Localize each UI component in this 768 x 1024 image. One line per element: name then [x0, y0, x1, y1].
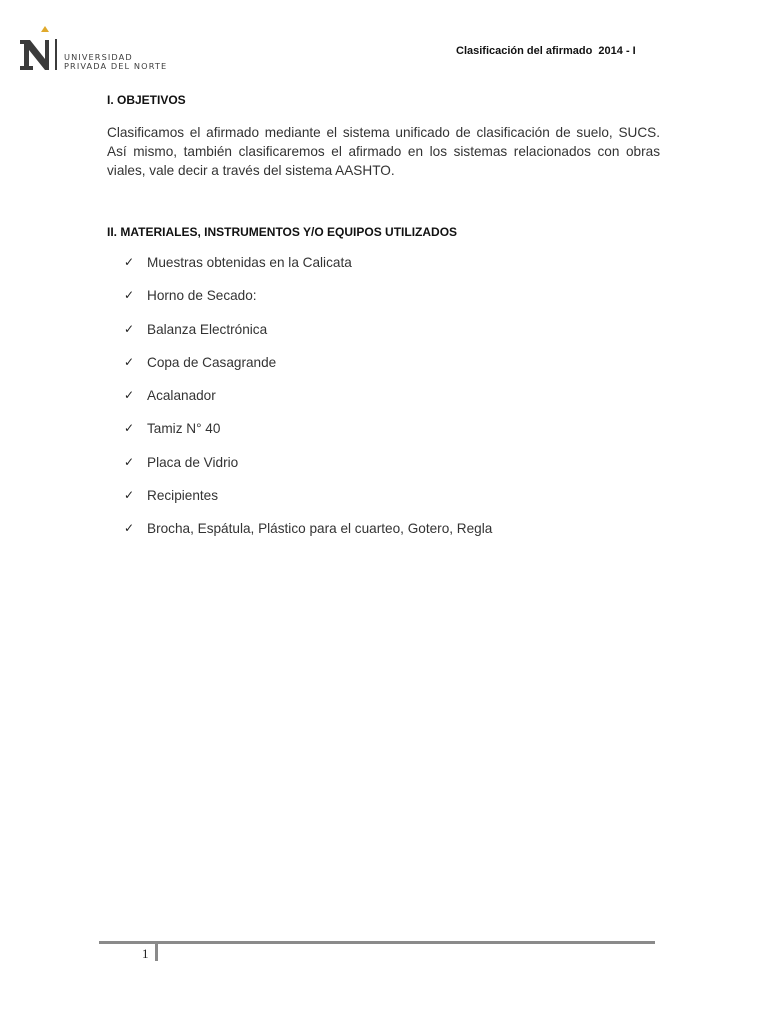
- page-number-bar: [155, 944, 158, 961]
- section-materiales-heading: II. MATERIALES, INSTRUMENTOS Y/O EQUIPOS UTILIZADOS: [107, 225, 458, 239]
- checkmark-icon: ✓: [124, 454, 135, 469]
- footer-rule: [99, 941, 655, 944]
- list-item-label: Tamiz N° 40: [147, 421, 221, 437]
- section-objetivos-heading: I. OBJETIVOS: [107, 93, 186, 107]
- checkmark-icon: ✓: [124, 488, 135, 503]
- list-item-label: Recipientes: [147, 488, 219, 504]
- list-item-label: Horno de Secado:: [147, 288, 257, 304]
- list-item: [124, 421, 492, 454]
- list-item: [124, 488, 492, 521]
- logo-line-2: PRIVADA DEL NORTE: [64, 60, 168, 71]
- list-item-label: Placa de Vidrio: [147, 454, 239, 470]
- checkmark-icon: ✓: [124, 321, 135, 336]
- list-item: [124, 355, 492, 388]
- list-item: [124, 521, 492, 554]
- list-item-label: Copa de Casagrande: [147, 354, 277, 370]
- logo-wordmark: [64, 53, 167, 70]
- list-item-label: Acalanador: [147, 388, 216, 404]
- objetivos-paragraph: Clasificamos el afirmado mediante el sistema unificado de clasificación de suelo, SUCS. Así mismo, también clasificaremos el afirmado en los sistemas relacionados con obras viales, vale decir a través del sistema AASHTO.: [107, 125, 660, 178]
- list-item: [124, 455, 492, 488]
- logo-line-1: UNIVERSIDAD: [64, 52, 133, 62]
- list-item-label: Muestras obtenidas en la Calicata: [147, 255, 352, 270]
- materials-list: [124, 255, 492, 555]
- list-item-label: Balanza Electrónica: [147, 321, 268, 337]
- list-item: [124, 388, 492, 421]
- checkmark-icon: ✓: [124, 388, 135, 403]
- university-logo: [18, 26, 198, 76]
- page-number: 1: [142, 946, 149, 961]
- checkmark-icon: ✓: [124, 354, 135, 369]
- checkmark-icon: ✓: [124, 421, 135, 436]
- list-item: [124, 288, 492, 321]
- checkmark-icon: ✓: [124, 255, 135, 269]
- checkmark-icon: ✓: [124, 288, 135, 303]
- list-item-label: Brocha, Espátula, Plástico para el cuarteo, Gotero, Regla: [147, 521, 493, 537]
- document-header-title: Clasificación del afirmado 2014 - I: [456, 45, 636, 57]
- upn-logo-icon: [18, 26, 62, 72]
- list-item: [124, 322, 492, 355]
- checkmark-icon: ✓: [124, 521, 135, 536]
- list-item: [124, 255, 492, 288]
